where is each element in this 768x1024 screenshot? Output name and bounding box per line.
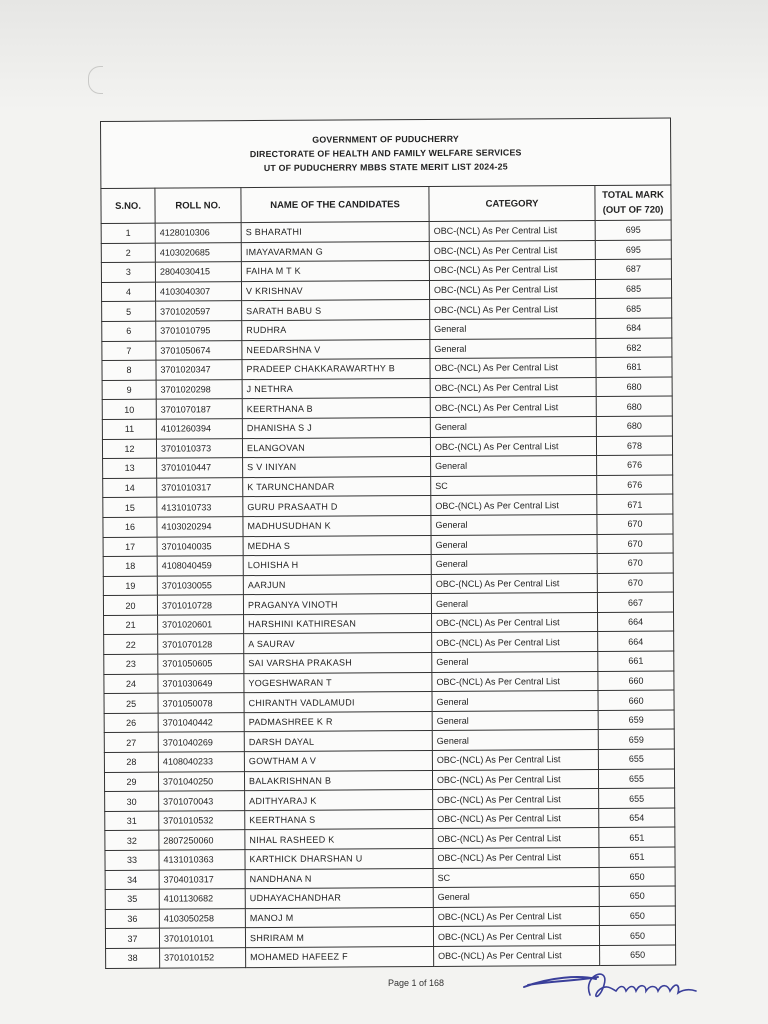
cell-sno: 11: [102, 419, 156, 439]
cell-sno: 35: [105, 889, 159, 909]
cell-candidate-name: HARSHINI KATHIRESAN: [244, 613, 432, 634]
cell-total-mark: 650: [599, 925, 675, 945]
cell-candidate-name: V KRISHNAV: [241, 280, 429, 301]
cell-total-mark: 680: [596, 416, 672, 436]
cell-category: OBC-(NCL) As Per Central List: [434, 945, 600, 966]
cell-category: General: [431, 554, 597, 575]
cell-sno: 31: [105, 811, 159, 831]
cell-candidate-name: S BHARATHI: [241, 221, 429, 242]
cell-candidate-name: NANDHANA N: [245, 868, 433, 889]
cell-category: General: [430, 338, 596, 359]
table-body: [101, 220, 676, 968]
header-roll-no: ROLL NO.: [155, 188, 241, 224]
cell-total-mark: 661: [598, 651, 674, 671]
cell-roll-no: 3701070043: [159, 791, 245, 811]
cell-total-mark: 695: [595, 220, 671, 240]
cell-candidate-name: YOGESHWARAN T: [244, 672, 432, 693]
cell-category: General: [433, 887, 599, 908]
cell-roll-no: 3701070128: [158, 634, 244, 654]
cell-total-mark: 680: [596, 377, 672, 397]
cell-total-mark: 664: [598, 631, 674, 651]
cell-total-mark: 670: [597, 553, 673, 573]
cell-total-mark: 685: [595, 279, 671, 299]
cell-sno: 1: [101, 223, 155, 243]
cell-roll-no: 4103040307: [155, 281, 241, 301]
cell-roll-no: 4128010306: [155, 223, 241, 243]
cell-roll-no: 4103020294: [157, 517, 243, 537]
cell-candidate-name: DARSH DAYAL: [244, 731, 432, 752]
cell-sno: 7: [102, 341, 156, 361]
document-title: [101, 118, 671, 188]
cell-candidate-name: KEERTHANA S: [245, 809, 433, 830]
cell-roll-no: 3701040035: [157, 536, 243, 556]
cell-candidate-name: A SAURAV: [244, 633, 432, 654]
cell-total-mark: 685: [596, 298, 672, 318]
cell-total-mark: 680: [596, 396, 672, 416]
cell-candidate-name: S V INIYAN: [243, 457, 431, 478]
cell-candidate-name: SAI VARSHA PRAKASH: [244, 653, 432, 674]
cell-sno: 21: [104, 615, 158, 635]
cell-total-mark: 670: [597, 573, 673, 593]
cell-sno: 37: [105, 929, 159, 949]
cell-total-mark: 659: [598, 729, 674, 749]
cell-sno: 34: [105, 870, 159, 890]
cell-roll-no: 3701020601: [158, 615, 244, 635]
merit-list-table: [100, 118, 676, 969]
cell-roll-no: 4131010733: [157, 497, 243, 517]
cell-total-mark: 678: [596, 436, 672, 456]
cell-sno: 12: [102, 439, 156, 459]
cell-roll-no: 3701020597: [156, 301, 242, 321]
cell-roll-no: 3701020347: [156, 360, 242, 380]
scan-shadow: [0, 0, 768, 110]
cell-roll-no: 3701040442: [158, 712, 244, 732]
cell-total-mark: 655: [598, 769, 674, 789]
cell-category: OBC-(NCL) As Per Central List: [430, 397, 596, 418]
cell-sno: 25: [104, 693, 158, 713]
cell-category: OBC-(NCL) As Per Central List: [430, 436, 596, 457]
cell-roll-no: 3701010728: [157, 595, 243, 615]
cell-category: OBC-(NCL) As Per Central List: [429, 260, 595, 281]
cell-candidate-name: PRADEEP CHAKKARAWARTHY B: [242, 359, 430, 380]
title-line-government: GOVERNMENT OF PUDUCHERRY: [312, 133, 460, 145]
cell-candidate-name: SARATH BABU S: [242, 300, 430, 321]
cell-total-mark: 684: [596, 318, 672, 338]
cell-roll-no: 3701050674: [156, 340, 242, 360]
title-line-merit-list: UT OF PUDUCHERRY MBBS STATE MERIT LIST 2024-25: [263, 161, 508, 174]
cell-total-mark: 687: [595, 259, 671, 279]
cell-sno: 36: [105, 909, 159, 929]
cell-roll-no: 3701040269: [158, 732, 244, 752]
cell-category: OBC-(NCL) As Per Central List: [432, 612, 598, 633]
cell-roll-no: 3701010373: [156, 438, 242, 458]
cell-category: OBC-(NCL) As Per Central List: [433, 926, 599, 947]
cell-category: OBC-(NCL) As Per Central List: [431, 573, 597, 594]
cell-category: OBC-(NCL) As Per Central List: [430, 358, 596, 379]
cell-category: General: [432, 710, 598, 731]
cell-sno: 5: [102, 302, 156, 322]
header-total-mark-line1: TOTAL MARK: [602, 189, 664, 201]
cell-candidate-name: MANOJ M: [245, 907, 433, 928]
cell-category: OBC-(NCL) As Per Central List: [433, 828, 599, 849]
cell-category: OBC-(NCL) As Per Central List: [429, 240, 595, 261]
cell-sno: 4: [101, 282, 155, 302]
cell-category: General: [432, 730, 598, 751]
cell-category: OBC-(NCL) As Per Central List: [429, 279, 595, 300]
cell-total-mark: 671: [597, 494, 673, 514]
cell-roll-no: 3701070187: [156, 399, 242, 419]
cell-category: OBC-(NCL) As Per Central List: [430, 299, 596, 320]
cell-category: OBC-(NCL) As Per Central List: [430, 377, 596, 398]
cell-candidate-name: ADITHYARAJ K: [245, 790, 433, 811]
cell-total-mark: 650: [600, 945, 676, 965]
cell-candidate-name: PADMASHREE K R: [244, 711, 432, 732]
cell-category: General: [431, 534, 597, 555]
cell-candidate-name: IMAYAVARMAN G: [241, 241, 429, 262]
cell-sno: 22: [104, 635, 158, 655]
cell-sno: 30: [105, 791, 159, 811]
cell-total-mark: 650: [599, 886, 675, 906]
cell-candidate-name: J NETHRA: [242, 378, 430, 399]
cell-sno: 33: [105, 850, 159, 870]
cell-roll-no: 3701050605: [158, 654, 244, 674]
cell-roll-no: 4103050258: [159, 908, 245, 928]
cell-category: General: [430, 416, 596, 437]
cell-roll-no: 3704010317: [159, 869, 245, 889]
cell-total-mark: 650: [599, 906, 675, 926]
cell-candidate-name: BALAKRISHNAN B: [244, 770, 432, 791]
cell-category: OBC-(NCL) As Per Central List: [433, 906, 599, 927]
cell-total-mark: 651: [599, 847, 675, 867]
cell-roll-no: 4108040459: [157, 556, 243, 576]
cell-total-mark: 651: [599, 827, 675, 847]
cell-category: OBC-(NCL) As Per Central List: [429, 220, 595, 241]
cell-total-mark: 660: [598, 671, 674, 691]
cell-sno: 24: [104, 674, 158, 694]
cell-candidate-name: GURU PRASAATH D: [243, 496, 431, 517]
cell-candidate-name: NEEDARSHNA V: [242, 339, 430, 360]
cell-sno: 2: [101, 243, 155, 263]
cell-total-mark: 682: [596, 338, 672, 358]
cell-sno: 17: [103, 537, 157, 557]
cell-total-mark: 670: [597, 514, 673, 534]
cell-total-mark: 660: [598, 690, 674, 710]
header-category: CATEGORY: [429, 185, 595, 221]
cell-category: General: [432, 691, 598, 712]
cell-total-mark: 681: [596, 357, 672, 377]
cell-candidate-name: UDHAYACHANDHAR: [245, 888, 433, 909]
cell-sno: 8: [102, 360, 156, 380]
cell-candidate-name: MADHUSUDHAN K: [243, 515, 431, 536]
cell-sno: 16: [103, 517, 157, 537]
cell-roll-no: 3701040250: [158, 771, 244, 791]
cell-sno: 27: [104, 733, 158, 753]
cell-roll-no: 3701030055: [157, 575, 243, 595]
cell-sno: 10: [102, 400, 156, 420]
cell-roll-no: 3701010447: [157, 458, 243, 478]
cell-roll-no: 3701010317: [157, 477, 243, 497]
cell-total-mark: 695: [595, 240, 671, 260]
cell-candidate-name: CHIRANTH VADLAMUDI: [244, 692, 432, 713]
cell-sno: 26: [104, 713, 158, 733]
cell-candidate-name: MOHAMED HAFEEZ F: [246, 946, 434, 967]
cell-category: General: [431, 456, 597, 477]
cell-roll-no: 3701010152: [160, 948, 246, 968]
cell-candidate-name: SHRIRAM M: [245, 927, 433, 948]
cell-candidate-name: NIHAL RASHEED K: [245, 829, 433, 850]
cell-sno: 28: [104, 752, 158, 772]
cell-category: OBC-(NCL) As Per Central List: [431, 495, 597, 516]
cell-sno: 15: [103, 497, 157, 517]
cell-total-mark: 659: [598, 710, 674, 730]
cell-category: OBC-(NCL) As Per Central List: [432, 749, 598, 770]
cell-category: General: [430, 318, 596, 339]
cell-sno: 6: [102, 321, 156, 341]
cell-category: OBC-(NCL) As Per Central List: [433, 789, 599, 810]
cell-category: SC: [433, 867, 599, 888]
table-header-row: [101, 185, 671, 223]
cell-category: SC: [431, 475, 597, 496]
header-total-mark: [595, 185, 671, 220]
cell-candidate-name: ELANGOVAN: [242, 437, 430, 458]
header-sno: S.NO.: [101, 188, 155, 223]
cell-sno: 9: [102, 380, 156, 400]
cell-total-mark: 667: [597, 592, 673, 612]
cell-candidate-name: GOWTHAM A V: [244, 751, 432, 772]
cell-roll-no: 2804030415: [155, 262, 241, 282]
cell-candidate-name: K TARUNCHANDAR: [243, 476, 431, 497]
cell-category: OBC-(NCL) As Per Central List: [432, 632, 598, 653]
cell-total-mark: 670: [597, 534, 673, 554]
cell-roll-no: 3701010101: [159, 928, 245, 948]
cell-roll-no: 3701050078: [158, 693, 244, 713]
cell-roll-no: 4101260394: [156, 419, 242, 439]
cell-sno: 23: [104, 654, 158, 674]
cell-sno: 38: [106, 948, 160, 968]
cell-roll-no: 4131010363: [159, 850, 245, 870]
cell-roll-no: 3701010532: [159, 810, 245, 830]
cell-category: General: [431, 514, 597, 535]
cell-sno: 32: [105, 831, 159, 851]
cell-candidate-name: LOHISHA H: [243, 555, 431, 576]
cell-roll-no: 4101130682: [159, 889, 245, 909]
cell-candidate-name: PRAGANYA VINOTH: [243, 594, 431, 615]
cell-category: General: [432, 652, 598, 673]
cell-sno: 18: [103, 556, 157, 576]
cell-roll-no: 3701030649: [158, 673, 244, 693]
cell-total-mark: 676: [597, 475, 673, 495]
cell-sno: 14: [103, 478, 157, 498]
cell-category: General: [431, 593, 597, 614]
cell-sno: 20: [103, 595, 157, 615]
signature: [520, 955, 720, 1015]
header-candidate-name: NAME OF THE CANDIDATES: [241, 186, 429, 222]
cell-total-mark: 655: [599, 788, 675, 808]
cell-roll-no: 2807250060: [159, 830, 245, 850]
cell-roll-no: 4103020685: [155, 242, 241, 262]
header-total-mark-line2: (OUT OF 720): [602, 204, 664, 216]
cell-category: OBC-(NCL) As Per Central List: [432, 671, 598, 692]
cell-roll-no: 3701020298: [156, 379, 242, 399]
cell-candidate-name: FAIHA M T K: [241, 261, 429, 282]
cell-category: OBC-(NCL) As Per Central List: [432, 769, 598, 790]
cell-candidate-name: KARTHICK DHARSHAN U: [245, 848, 433, 869]
cell-category: OBC-(NCL) As Per Central List: [433, 808, 599, 829]
cell-candidate-name: MEDHA S: [243, 535, 431, 556]
page-number: Page 1 of 168: [388, 978, 445, 988]
cell-total-mark: 654: [599, 808, 675, 828]
title-line-directorate: DIRECTORATE OF HEALTH AND FAMILY WELFARE SERVICES: [249, 147, 522, 160]
cell-roll-no: 3701010795: [156, 321, 242, 341]
cell-sno: 19: [103, 576, 157, 596]
cell-total-mark: 655: [598, 749, 674, 769]
cell-sno: 13: [103, 458, 157, 478]
cell-candidate-name: RUDHRA: [242, 319, 430, 340]
cell-total-mark: 676: [597, 455, 673, 475]
cell-candidate-name: KEERTHANA B: [242, 398, 430, 419]
cell-category: OBC-(NCL) As Per Central List: [433, 847, 599, 868]
cell-total-mark: 664: [598, 612, 674, 632]
cell-roll-no: 4108040233: [158, 752, 244, 772]
cell-sno: 29: [104, 772, 158, 792]
paper-mark: [88, 66, 103, 94]
cell-sno: 3: [101, 262, 155, 282]
cell-candidate-name: AARJUN: [243, 574, 431, 595]
cell-total-mark: 650: [599, 867, 675, 887]
cell-candidate-name: DHANISHA S J: [242, 417, 430, 438]
